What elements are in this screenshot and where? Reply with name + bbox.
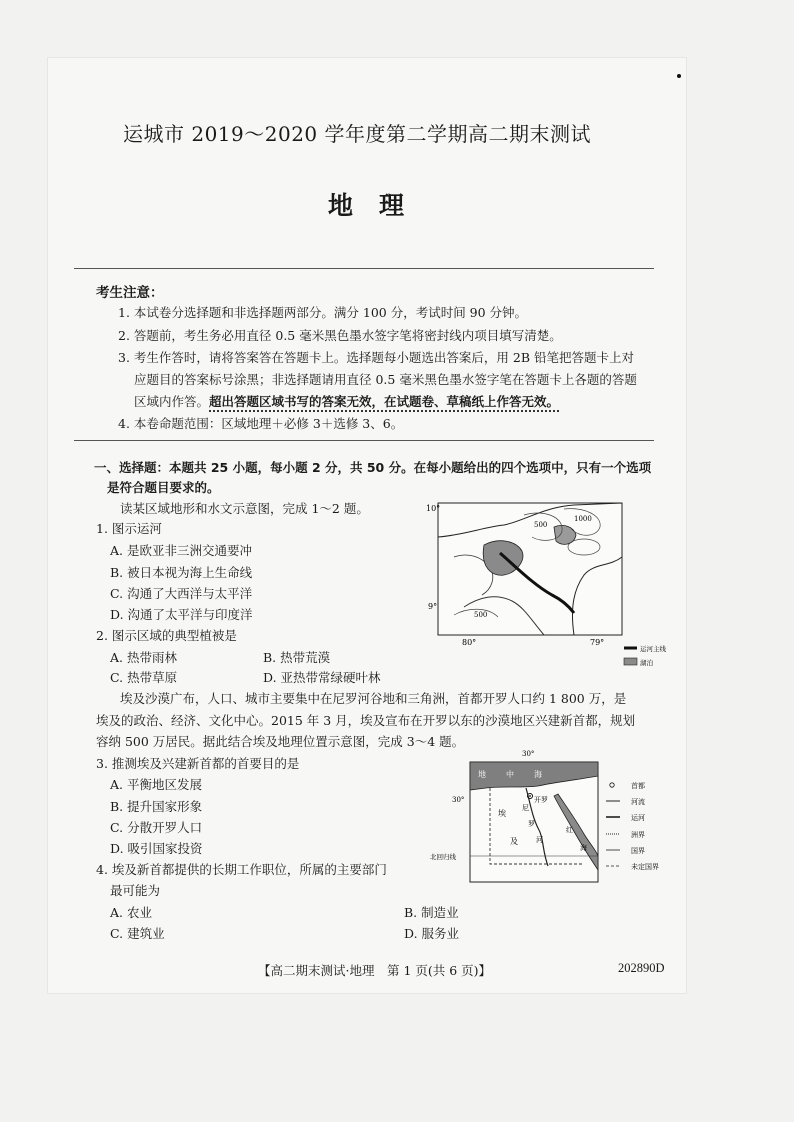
q4-option-a: A. 农业 — [110, 905, 152, 920]
contour-label-2: 1000 — [574, 515, 592, 523]
legend-canal-label-2: 运河 — [631, 814, 645, 822]
q4-option-d: D. 服务业 — [404, 926, 460, 941]
lon-80-label: 80° — [462, 638, 477, 647]
q2-option-a: A. 热带雨林 — [110, 650, 177, 665]
q3-option-a: A. 平衡地区发展 — [110, 777, 202, 792]
legend-undetermined-label: 未定国界 — [631, 863, 659, 871]
lon-79-label: 79° — [590, 638, 605, 647]
river-char-2: 罗 — [528, 820, 535, 828]
group2-intro-3: 容纳 500 万居民。据此结合埃及地理位置示意图，完成 3～4 题。 — [96, 734, 465, 749]
legend-canal-label: 运河主线 — [640, 645, 666, 653]
lat-10-label: 10° — [426, 504, 441, 513]
panama-legend-lake — [620, 656, 680, 668]
cairo-label: 开罗 — [534, 796, 548, 804]
sea-char-2: 中 — [506, 770, 514, 779]
legend-capital-icon — [610, 783, 614, 787]
tropic-label: 北回归线 — [430, 853, 456, 861]
red-sea-char-2: 海 — [580, 844, 587, 852]
paper-code: 202890D — [618, 961, 665, 975]
sea-char-1: 地 — [478, 770, 486, 779]
q1-option-b: B. 被日本视为海上生命线 — [110, 565, 253, 580]
lon-30-label: 30° — [522, 750, 535, 758]
notice-heading: 考生注意： — [96, 285, 164, 301]
notice-divider — [74, 440, 654, 441]
exam-title: 运城市 2019～2020 学年度第二学期高二期末测试 — [123, 122, 592, 146]
egypt-map — [426, 746, 686, 886]
subject-title: 地理 — [328, 191, 431, 220]
panama-map-figure — [424, 497, 674, 653]
river-char-1: 尼 — [522, 804, 529, 812]
notice-item-2: 2. 答题前，考生务必用直径 0.5 毫米黑色墨水签字笔将密封线内项目填写清楚。 — [118, 328, 562, 343]
q2-option-d: D. 亚热带常绿硬叶林 — [263, 670, 381, 685]
q3-option-c: C. 分散开罗人口 — [110, 820, 203, 835]
red-sea-char-1: 红 — [566, 826, 573, 834]
lat-9-label: 9° — [428, 602, 438, 611]
section-heading: 一、选择题：本题共 25 小题，每小题 2 分，共 50 分。在每小题给出的四个选项中，只有一个选项 — [94, 460, 652, 475]
q4-stem-cont: 最可能为 — [110, 883, 161, 898]
egypt-map-figure — [426, 746, 686, 886]
country-char-1: 埃 — [498, 809, 506, 818]
speck — [677, 74, 681, 78]
legend-continent-label: 洲界 — [631, 831, 645, 839]
notice-item-4: 4. 本卷命题范围：区域地理＋必修 3＋选修 3、6。 — [118, 416, 404, 431]
header-divider — [74, 268, 654, 269]
notice-item-1: 1. 本试卷分选择题和非选择题两部分。满分 100 分，考试时间 90 分钟。 — [118, 305, 528, 320]
q3-stem: 3. 推测埃及兴建新首都的首要目的是 — [96, 756, 300, 771]
legend-capital-label: 首都 — [631, 782, 645, 790]
group2-intro-2: 埃及的政治、经济、文化中心。2015 年 3 月，埃及宣布在开罗以东的沙漠地区兴建新首都，规划 — [96, 713, 636, 728]
lat-30-label: 30° — [452, 796, 465, 804]
page-footer: 【高二期末测试·地理 第 1 页(共 6 页)】 — [258, 963, 492, 978]
q1-option-d: D. 沟通了太平洋与印度洋 — [110, 607, 253, 622]
legend-border-label: 国界 — [631, 847, 645, 855]
legend-lake-label: 湖泊 — [640, 659, 653, 667]
notice-warning: 超出答题区域书写的答案无效，在试题卷、草稿纸上作答无效。 — [209, 394, 559, 412]
contour-label-1: 500 — [534, 521, 548, 529]
panama-map — [424, 497, 674, 653]
sea-char-3: 海 — [534, 770, 542, 779]
legend-river-label: 河流 — [631, 798, 645, 806]
notice-item-3-end-text: 区域内作答。 — [134, 394, 210, 409]
notice-item-3-cont: 应题目的答案标号涂黑；非选择题请用直径 0.5 毫米黑色墨水签字笔在答题卡上各题的答题 — [134, 372, 637, 387]
q1-option-c: C. 沟通了大西洋与太平洋 — [110, 586, 253, 601]
q3-option-b: B. 提升国家形象 — [110, 799, 203, 814]
contour-label-3: 500 — [474, 611, 488, 619]
q3-option-d: D. 吸引国家投资 — [110, 841, 203, 856]
q2-option-c: C. 热带草原 — [110, 670, 178, 685]
river-char-3: 河 — [536, 836, 543, 844]
notice-item-3: 3. 考生作答时，请将答案答在答题卡上。选择题每小题选出答案后，用 2B 铅笔把答题卡上对 — [118, 350, 634, 365]
q2-stem: 2. 图示区域的典型植被是 — [96, 628, 237, 643]
q1-option-a: A. 是欧亚非三洲交通要冲 — [110, 543, 252, 558]
notice-item-3-end — [134, 392, 559, 410]
q4-option-b: B. 制造业 — [404, 905, 459, 920]
q4-stem: 4. 埃及新首都提供的长期工作职位，所属的主要部门 — [96, 862, 387, 877]
group2-intro-1: 埃及沙漠广布，人口、城市主要集中在尼罗河谷地和三角洲，首都开罗人口约 1 800 万，是 — [120, 691, 627, 706]
q1-stem: 1. 图示运河 — [96, 521, 162, 536]
country-char-2: 及 — [510, 837, 518, 846]
q2-option-b: B. 热带荒漠 — [263, 650, 331, 665]
group1-intro: 读某区域地形和水文示意图，完成 1～2 题。 — [120, 501, 369, 516]
q4-option-c: C. 建筑业 — [110, 926, 165, 941]
section-heading-cont: 是符合题目要求的。 — [107, 480, 220, 495]
